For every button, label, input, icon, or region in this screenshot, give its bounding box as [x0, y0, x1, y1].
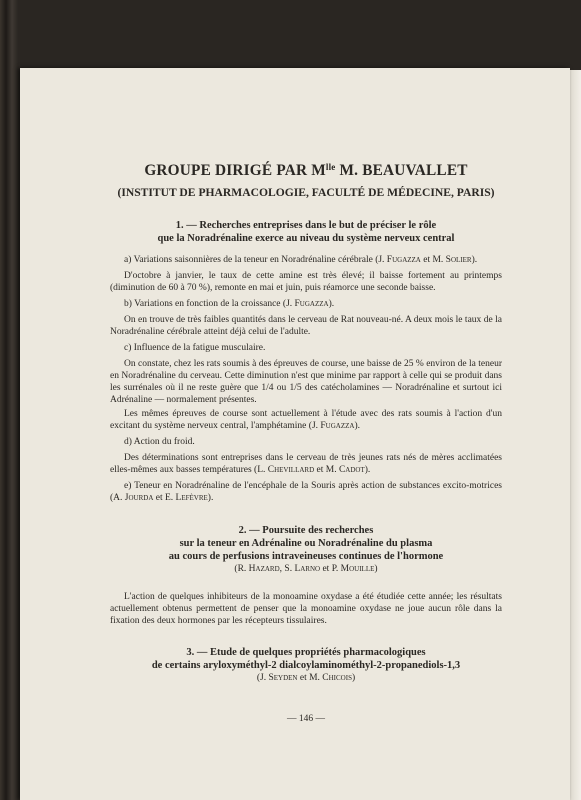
author-name: P. Mouille: [331, 564, 375, 574]
section1-item-b-text: On en trouve de très faibles quantités dans le cerveau de Rat nouveau-né. A deux mois le taux de la Noradrénaline cérébrale atteint déjà celui de l'adulte.: [110, 315, 502, 337]
section1-item-b-title: b) Variations en fonction de la croissance (J. Fugazza).: [124, 299, 335, 309]
section2-text: L'action de quelques inhibiteurs de la monoamine oxydase a été étudiée cette année; les résultats actuellement obtenus permettent de penser que la monoamine oxydase ne joue aucun rôle dans la fixation des deux hormones par les récepteurs tissulaires.: [110, 592, 502, 626]
author-name: J. Seyden: [260, 673, 298, 683]
author-name: A. Jourda: [113, 493, 154, 503]
section1-item-c-text1: On constate, chez les rats soumis à des épreuves de course, une baisse de 25 % environ de la teneur en Noradrénaline du cerveau. Cette diminution n'est que minime par rapport à celle qui se produit dans les surrénales où il ne reste guère que 1/4 ou 1/5 des catécholamines — Noradrénaline et surtout ici Adrénaline — normalement présentes.: [110, 359, 502, 405]
section3-heading-line2: de certains aryloxyméthyl-2 dialcoylaminométhyl-2-propanediols-1,3: [151, 660, 461, 671]
section2-heading-line1: 2. — Poursuite des recherches: [238, 525, 374, 536]
author-name: J. Fugazza: [311, 421, 355, 431]
page-title: [110, 158, 502, 180]
section1-item-c-text2: Les mêmes épreuves de course sont actuellement à l'étude avec des rats soumis à l'action d'un excitant du système nerveux central, l'amphétamine (J. Fugazza).: [110, 409, 502, 431]
author-name: L. Chevillard: [257, 465, 315, 475]
title-name: M. BEAUVALLET: [335, 162, 468, 179]
author-name: J. Fugazza: [378, 255, 421, 265]
section1-heading-line1: 1. — Recherches entreprises dans le but de préciser le rôle: [175, 220, 437, 231]
section1-item-d-title: d) Action du froid.: [124, 437, 195, 447]
section1-item-c-title: c) Influence de la fatigue musculaire.: [124, 343, 266, 353]
author-name: E. Lefèvre: [164, 493, 208, 503]
page-number: — 146 —: [287, 714, 325, 724]
page-content: [110, 158, 502, 724]
author-name: M. Chicois: [309, 673, 352, 683]
section1-item-d-text: Des déterminations sont entreprises dans le cerveau de très jeunes rats nés de mères acclimatées elles-mêmes aux basses températures (L. Chevillard et M. Cadot).: [110, 453, 502, 475]
section1-item-e-text: e) Teneur en Noradrénaline de l'encéphale de la Souris après action de substances excito-motrices (A. Jourda et E. Lefèvre).: [110, 481, 502, 503]
title-superscript: lle: [325, 162, 336, 172]
section3-heading-line1: 3. — Etude de quelques propriétés pharmacologiques: [186, 647, 426, 658]
section1-item-a-title: a) Variations saisonnières de la teneur en Noradrénaline cérébrale (J. Fugazza et M. Solier).: [124, 255, 478, 265]
author-name: M. Solier: [432, 255, 472, 265]
author-name: J. Fugazza: [286, 299, 329, 309]
author-name: M. Cadot: [325, 465, 365, 475]
author-name: R. Hazard: [237, 564, 280, 574]
section2-authors: (R. Hazard, S. Larno et P. Mouille): [234, 564, 378, 574]
title-text: GROUPE DIRIGÉ PAR M: [144, 162, 326, 179]
section1-item-a-text: D'octobre à janvier, le taux de cette amine est très élevé; il baisse fortement au printemps (diminution de 60 à 70 %), remonte en mai et juin, puis réamorce une seconde baisse.: [110, 271, 502, 293]
document-page: [20, 68, 570, 800]
author-name: S. Larno: [284, 564, 321, 574]
page-subtitle: (INSTITUT DE PHARMACOLOGIE, FACULTÉ DE MÉDECINE, PARIS): [117, 186, 495, 199]
section1-heading-line2: que la Noradrénaline exerce au niveau du système nerveux central: [157, 233, 455, 244]
section2-heading-line2: sur la teneur en Adrénaline ou Noradrénaline du plasma: [179, 538, 433, 549]
section3-authors: (J. Seyden et M. Chicois): [256, 673, 356, 683]
section2-heading-line3: au cours de perfusions intraveineuses continues de l'hormone: [168, 551, 444, 562]
